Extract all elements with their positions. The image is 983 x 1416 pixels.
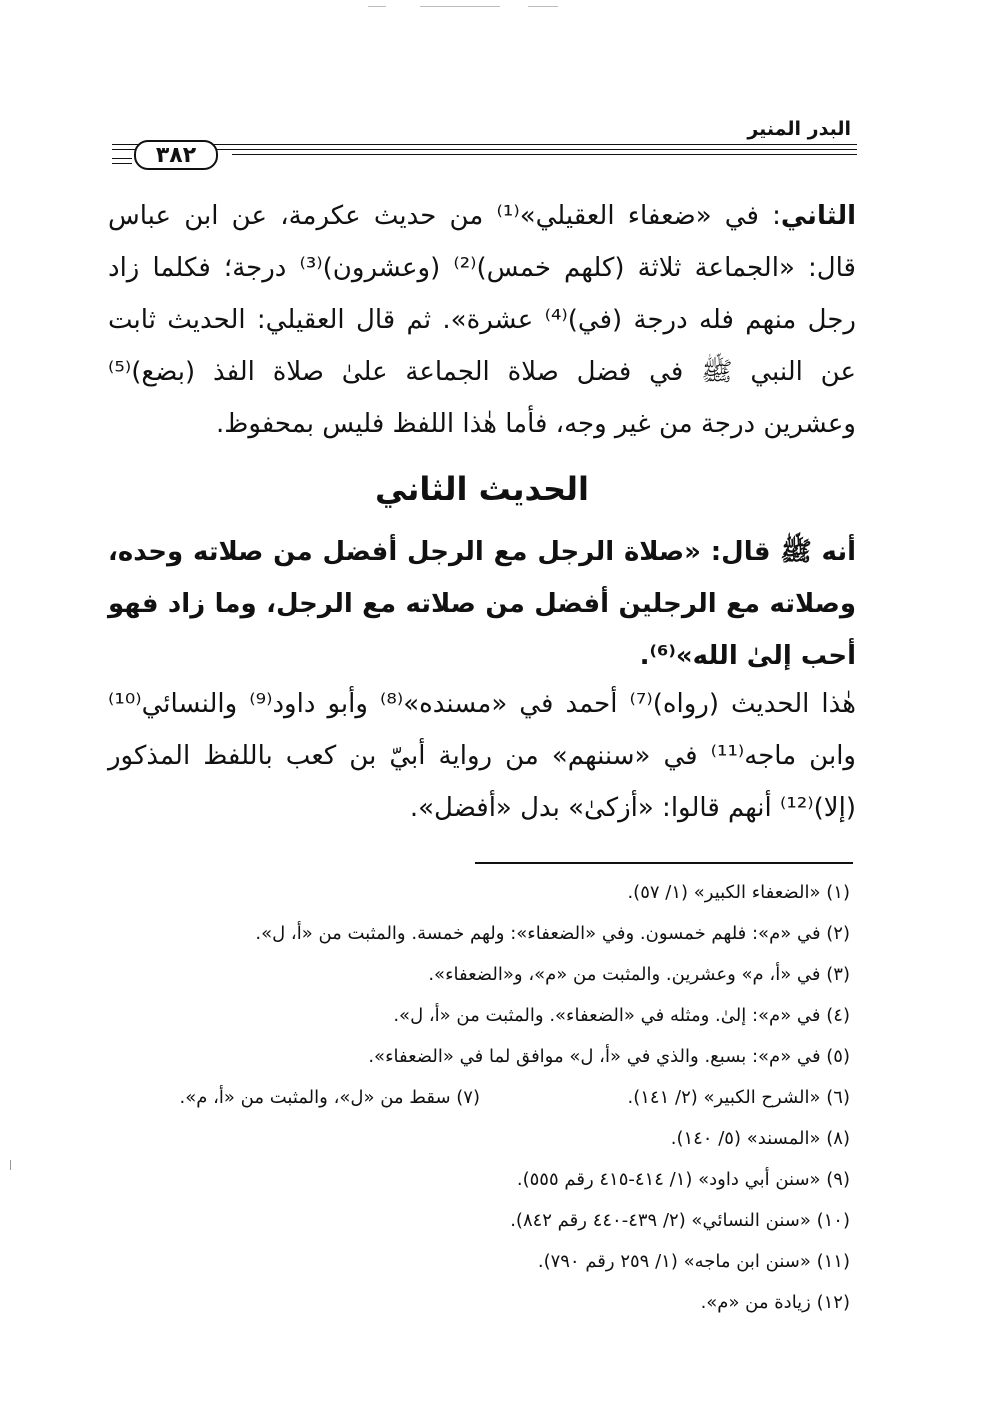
footnotes <box>108 872 850 1323</box>
footnote-divider <box>475 862 853 864</box>
footnote: (٨) «المسند» (٥/ ١٤٠). <box>670 1128 850 1149</box>
footnote-row <box>108 1077 850 1118</box>
scan-mark <box>368 6 386 7</box>
paragraph-al-thani <box>108 190 856 450</box>
footnote: (٥) في «م»: بسبع. والذي في «أ، ل» موافق لما في «الضعفاء». <box>368 1046 850 1067</box>
footnote: (٧) سقط من «ل»، والمثبت من «أ، م». <box>179 1087 480 1108</box>
hadith-text: أنه ﷺ قال: «صلاة الرجل مع الرجل أفضل من صلاته وحده، وصلاته مع الرجلين أفضل من صلاته مع الرجل، وما زاد فهو أحب إلىٰ الله»⁽⁶⁾. <box>108 537 856 671</box>
hadith-sources-paragraph: هٰذا الحديث (رواه)⁽⁷⁾ أحمد في «مسنده»⁽⁸⁾ وأبو داود⁽⁹⁾ والنسائي⁽¹⁰⁾ وابن ماجه⁽¹¹⁾ في «سننهم» من رواية أبيّ بن كعب باللفظ المذكور (إلا)⁽¹²⁾ أنهم قالوا: «أزكىٰ» بدل «أفضل». <box>108 689 856 823</box>
footnote: (١) «الضعفاء الكبير» (١/ ٥٧). <box>627 882 850 903</box>
running-title: البدر المنير <box>747 118 851 140</box>
footnote: (٢) في «م»: فلهم خمسون. وفي «الضعفاء»: ولهم خمسة. والمثبت من «أ، ل». <box>255 923 850 944</box>
page-header <box>112 118 857 168</box>
footnote: (١٠) «سنن النسائي» (٢/ ٤٣٩-٤٤٠ رقم ٨٤٢). <box>510 1210 850 1231</box>
footnote: (٤) في «م»: إلىٰ. ومثله في «الضعفاء». والمثبت من «أ، ل». <box>393 1005 850 1026</box>
footnote: (٣) في «أ، م» وعشرين. والمثبت من «م»، و«الضعفاء». <box>428 964 850 985</box>
footnote: (١١) «سنن ابن ماجه» (١/ ٢٥٩ رقم ٧٩٠). <box>537 1251 850 1272</box>
scan-mark <box>420 6 500 7</box>
scan-mark <box>10 1160 11 1170</box>
header-rule <box>112 144 857 168</box>
section-heading: الحديث الثاني <box>374 470 589 508</box>
paragraph-text: : في «ضعفاء العقيلي»⁽¹⁾ من حديث عكرمة، عن ابن عباس قال: «الجماعة ثلاثة (كلهم خمس)⁽²⁾ (وعشرون)⁽³⁾ درجة؛ فكلما زاد رجل منهم فله درجة (في)⁽⁴⁾ عشرة». ثم قال العقيلي: الحديث ثابت عن النبي ﷺ في فضل صلاة الجماعة علىٰ صلاة الفذ (بضع)⁽⁵⁾ وعشرين درجة من غير وجه، فأما هٰذا اللفظ فليس بمحفوظ. <box>108 201 856 439</box>
footnote: (١٢) زيادة من «م». <box>700 1292 850 1313</box>
page-number: ٣٨٢ <box>134 140 218 170</box>
scan-mark <box>528 6 558 7</box>
footnote: (٦) «الشرح الكبير» (٢/ ١٤١). <box>627 1087 850 1108</box>
footnote: (٩) «سنن أبي داود» (١/ ٤١٤-٤١٥ رقم ٥٥٥). <box>516 1169 850 1190</box>
paragraph-lead: الثاني <box>780 201 856 231</box>
